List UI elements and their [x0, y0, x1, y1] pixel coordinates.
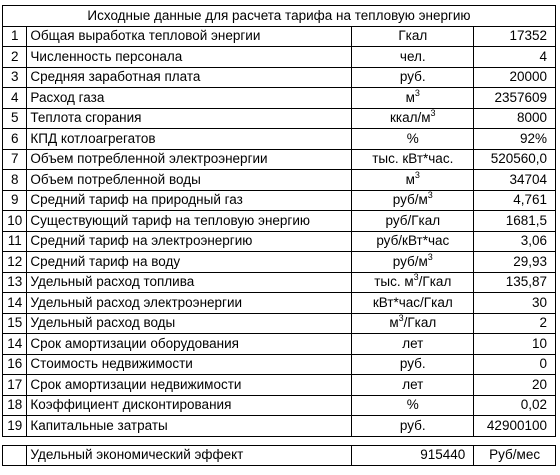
parameter-name: Средний тариф на природный газ	[27, 190, 352, 211]
table-row	[3, 108, 556, 129]
unit-text: лет	[402, 376, 424, 392]
parameter-name: Удельный расход топлива	[27, 272, 352, 293]
table-row	[3, 88, 556, 109]
parameter-name: Средний тариф на электроэнергию	[27, 231, 352, 252]
unit-cell	[352, 108, 474, 129]
table-row	[3, 293, 556, 314]
unit-superscript: 3	[414, 87, 420, 98]
row-number: 19	[3, 416, 27, 437]
unit-superscript: 3	[427, 190, 433, 201]
unit-text: кВт*час/Гкал	[372, 294, 453, 310]
parameter-name: Объем потребленной воды	[27, 170, 352, 191]
unit-cell	[352, 211, 474, 232]
unit-tail: /Гкал	[403, 315, 437, 331]
row-number: 2	[3, 47, 27, 68]
table-row	[3, 47, 556, 68]
unit-cell	[352, 47, 474, 68]
table-row	[3, 231, 556, 252]
unit-text: м	[389, 315, 399, 331]
spacer-cell	[474, 436, 556, 445]
unit-cell	[352, 170, 474, 191]
table-row	[3, 129, 556, 150]
parameter-name: Средний тариф на воду	[27, 252, 352, 273]
value-cell: 30	[474, 293, 556, 314]
parameter-name: Удельный расход воды	[27, 313, 352, 334]
unit-text: м	[405, 171, 415, 187]
unit-text: ккал/м	[390, 110, 431, 126]
unit-cell	[352, 231, 474, 252]
value-cell: 4	[474, 47, 556, 68]
row-number: 18	[3, 395, 27, 416]
parameter-name: Капитальные затраты	[27, 416, 352, 437]
table-row	[3, 211, 556, 232]
table-row	[3, 313, 556, 334]
parameter-name: Стоимость недвижимости	[27, 354, 352, 375]
unit-cell	[352, 293, 474, 314]
row-number: 1	[3, 26, 27, 47]
unit-cell	[352, 375, 474, 396]
unit-cell	[352, 88, 474, 109]
unit-cell	[352, 354, 474, 375]
parameter-name: Численность персонала	[27, 47, 352, 68]
parameter-name: Общая выработка тепловой энергии	[27, 26, 352, 47]
row-number: 9	[3, 190, 27, 211]
row-number: 7	[3, 149, 27, 170]
value-cell: 4,761	[474, 190, 556, 211]
table-row	[3, 334, 556, 355]
value-cell: 34704	[474, 170, 556, 191]
table-row	[3, 67, 556, 88]
row-number: 15	[3, 313, 27, 334]
spacer-cell	[352, 436, 474, 445]
value-cell: 42900100	[474, 416, 556, 437]
table-row	[3, 252, 556, 273]
value-cell: 20000	[474, 67, 556, 88]
unit-superscript: 3	[430, 108, 436, 119]
unit-text: %	[406, 130, 419, 146]
value-cell: 8000	[474, 108, 556, 129]
row-number: 11	[3, 231, 27, 252]
table-title: Исходные данные для расчета тарифа на тепловую энергию	[3, 6, 556, 27]
table-row	[3, 354, 556, 375]
unit-cell	[352, 190, 474, 211]
table-row	[3, 375, 556, 396]
value-cell: 29,93	[474, 252, 556, 273]
table-row	[3, 170, 556, 191]
row-number: 4	[3, 88, 27, 109]
unit-text: тыс. кВт*час.	[372, 151, 454, 167]
parameter-name: Коэффициент дисконтирования	[27, 395, 352, 416]
unit-text: руб.	[399, 356, 426, 372]
unit-cell	[352, 313, 474, 334]
unit-text: руб/Гкал	[385, 212, 441, 228]
spacer-row	[3, 436, 556, 445]
unit-cell	[352, 334, 474, 355]
summary-value: 915440	[352, 445, 474, 466]
parameter-name: Удельный расход электроэнергии	[27, 293, 352, 314]
value-cell: 17352	[474, 26, 556, 47]
unit-cell	[352, 26, 474, 47]
parameter-name: Существующий тариф на тепловую энергию	[27, 211, 352, 232]
row-number: 8	[3, 170, 27, 191]
unit-text: руб/кВт*час	[376, 233, 450, 249]
spacer-cell	[3, 436, 27, 445]
row-number: 16	[3, 354, 27, 375]
unit-cell	[352, 129, 474, 150]
unit-cell	[352, 272, 474, 293]
parameter-name: Срок амортизации оборудования	[27, 334, 352, 355]
unit-superscript: 3	[427, 251, 433, 262]
value-cell: 0	[474, 354, 556, 375]
unit-text: м	[405, 89, 415, 105]
row-number: 17	[3, 375, 27, 396]
table-body	[3, 6, 556, 466]
unit-cell	[352, 67, 474, 88]
summary-unit: Руб/мес	[474, 445, 556, 466]
unit-text: чел.	[399, 48, 426, 64]
title-row	[3, 6, 556, 27]
value-cell: 2	[474, 313, 556, 334]
row-number: 3	[3, 67, 27, 88]
parameter-name: Объем потребленной электроэнергии	[27, 149, 352, 170]
unit-tail: /Гкал	[418, 274, 452, 290]
unit-text: руб.	[399, 417, 426, 433]
parameter-name: Срок амортизации недвижимости	[27, 375, 352, 396]
value-cell: 92%	[474, 129, 556, 150]
unit-cell	[352, 395, 474, 416]
unit-text: лет	[402, 335, 424, 351]
summary-name: Удельный экономический эффект	[27, 445, 352, 466]
value-cell: 1681,5	[474, 211, 556, 232]
value-cell: 135,87	[474, 272, 556, 293]
parameter-name: Средняя заработная плата	[27, 67, 352, 88]
row-number: 13	[3, 272, 27, 293]
row-number: 10	[3, 211, 27, 232]
parameter-name: КПД котлоагрегатов	[27, 129, 352, 150]
row-number: 5	[3, 108, 27, 129]
unit-superscript: 3	[398, 313, 404, 324]
summary-number	[3, 445, 27, 466]
row-number: 6	[3, 129, 27, 150]
row-number: 14	[3, 293, 27, 314]
parameter-name: Расход газа	[27, 88, 352, 109]
table-row	[3, 416, 556, 437]
unit-text: Гкал	[398, 28, 428, 44]
unit-text: руб.	[399, 69, 426, 85]
unit-text: тыс. м	[374, 274, 414, 290]
unit-cell	[352, 252, 474, 273]
unit-text: руб/м	[392, 253, 428, 269]
value-cell: 0,02	[474, 395, 556, 416]
unit-cell	[352, 416, 474, 437]
value-cell: 2357609	[474, 88, 556, 109]
tariff-input-table	[2, 5, 556, 466]
unit-superscript: 3	[413, 272, 419, 283]
value-cell: 520560,0	[474, 149, 556, 170]
parameter-name: Теплота сгорания	[27, 108, 352, 129]
unit-text: %	[406, 397, 419, 413]
table-row	[3, 395, 556, 416]
row-number: 14	[3, 334, 27, 355]
table-row	[3, 149, 556, 170]
unit-superscript: 3	[414, 169, 420, 180]
table-row	[3, 272, 556, 293]
table-row	[3, 26, 556, 47]
value-cell: 20	[474, 375, 556, 396]
value-cell: 10	[474, 334, 556, 355]
table-row	[3, 190, 556, 211]
row-number: 12	[3, 252, 27, 273]
value-cell: 3,06	[474, 231, 556, 252]
unit-cell	[352, 149, 474, 170]
summary-row	[3, 445, 556, 466]
spacer-cell	[27, 436, 352, 445]
unit-text: руб/м	[392, 192, 428, 208]
